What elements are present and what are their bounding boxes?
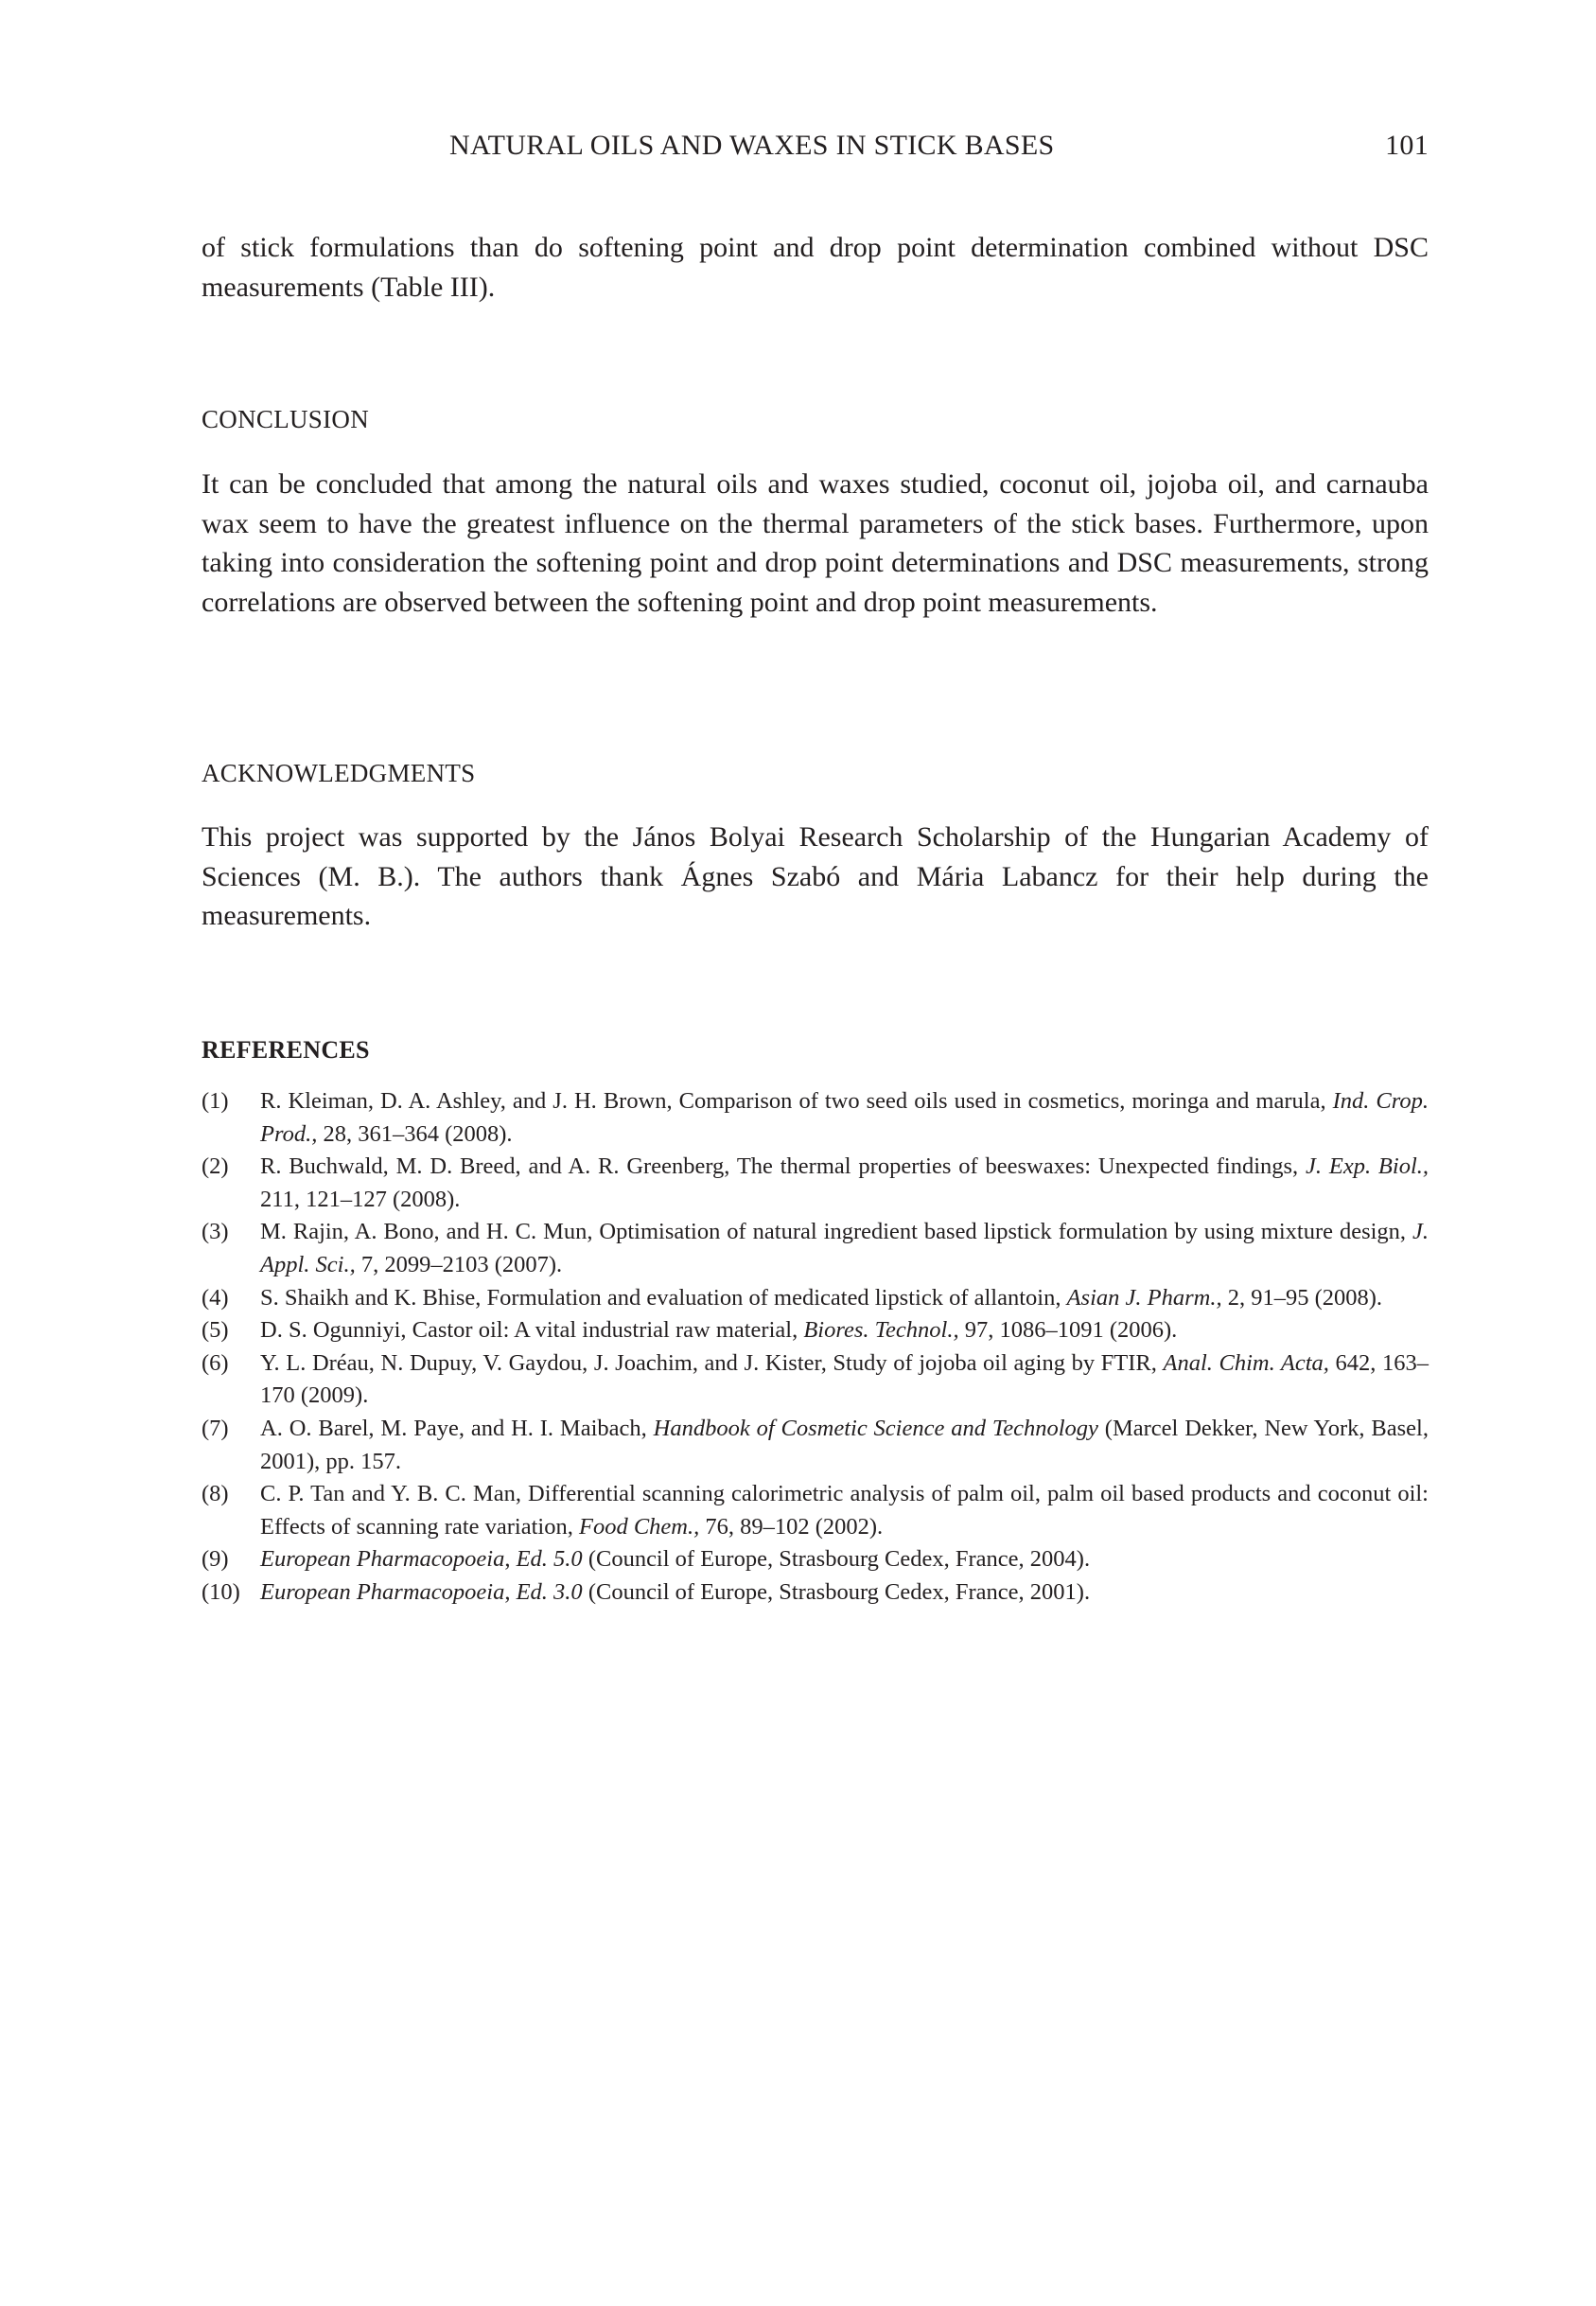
reference-journal: J. Exp. Biol.,	[1306, 1153, 1429, 1180]
reference-volume: 7,	[360, 1251, 379, 1277]
reference-number: (2)	[202, 1153, 229, 1180]
conclusion-heading: CONCLUSION	[202, 405, 370, 433]
reference-pages-year: 361–364 (2008).	[352, 1120, 513, 1147]
reference-item	[202, 1413, 1429, 1478]
reference-journal: Biores. Technol.,	[803, 1317, 959, 1344]
reference-authors-title: R. Buchwald, M. D. Breed, and A. R. Greenberg, The thermal properties of beeswaxes: Unexpected findings,	[260, 1153, 1307, 1180]
intro-paragraph: of stick formulations than do softening point and drop point determination combined without DSC measurements (Table III).	[202, 232, 1429, 303]
running-title: NATURAL OILS AND WAXES IN STICK BASES	[449, 130, 1055, 161]
reference-journal: Anal. Chim. Acta,	[1163, 1349, 1329, 1376]
reference-journal: J. Appl. Sci.,	[260, 1219, 1429, 1277]
acknowledgments-heading: ACKNOWLEDGMENTS	[202, 759, 476, 787]
reference-book-title: Handbook of Cosmetic Science and Technology	[653, 1415, 1098, 1441]
reference-pages-year: 89–102 (2002).	[733, 1513, 884, 1540]
reference-publisher: (Council of Europe, Strasbourg Cedex, France, 2001).	[582, 1578, 1091, 1605]
reference-authors-title: M. Rajin, A. Bono, and H. C. Mun, Optimisation of natural ingredient based lipstick formulation by using mixture design,	[260, 1219, 1412, 1245]
reference-pages-year: 163–170 (2009).	[260, 1349, 1429, 1409]
reference-pages-year: 2099–2103 (2007).	[378, 1251, 563, 1277]
reference-publisher: (Marcel Dekker, New York, Basel, 2001), pp. 157.	[260, 1415, 1429, 1474]
reference-number: (7)	[202, 1415, 229, 1441]
acknowledgments-paragraph: This project was supported by the János Bolyai Research Scholarship of the Hungarian Academy of Sciences (M. B.). The authors thank Ágnes Szabó and Mária Labancz for their help during the measurements.	[202, 821, 1429, 931]
reference-number: (10)	[202, 1578, 240, 1605]
reference-authors-title: R. Kleiman, D. A. Ashley, and J. H. Brown, Comparison of two seed oils used in cosmetics, moringa and marula,	[260, 1088, 1333, 1114]
reference-pages-year: 121–127 (2008).	[299, 1186, 461, 1212]
reference-volume: 2,	[1227, 1284, 1246, 1311]
reference-list	[202, 1085, 1429, 1610]
reference-number: (4)	[202, 1284, 229, 1311]
running-head	[202, 130, 1429, 167]
reference-volume: 28,	[323, 1120, 353, 1147]
reference-item	[202, 1085, 1429, 1151]
reference-separator: ,	[504, 1578, 517, 1605]
reference-volume: 211,	[260, 1186, 300, 1212]
reference-number: (3)	[202, 1219, 229, 1245]
reference-number: (8)	[202, 1481, 229, 1507]
reference-item	[202, 1543, 1429, 1576]
reference-pages-year: 1086–1091 (2006).	[993, 1317, 1178, 1344]
reference-item	[202, 1282, 1429, 1315]
reference-journal: Asian J. Pharm.,	[1066, 1284, 1222, 1311]
reference-number: (9)	[202, 1546, 229, 1573]
reference-volume: 642,	[1335, 1349, 1377, 1376]
reference-item	[202, 1478, 1429, 1543]
reference-number: (6)	[202, 1349, 229, 1376]
reference-authors-title: C. P. Tan and Y. B. C. Man, Differential scanning calorimetric analysis of palm oil, palm oil based products and coconut oil: Effects of scanning rate variation,	[260, 1481, 1429, 1540]
conclusion-paragraph: It can be concluded that among the natural oils and waxes studied, coconut oil, jojoba oil, and carnauba wax seem to have the greatest influence on the thermal parameters of the stick bases. Furthermore, upon taking into consideration the softening point and drop point determinations and DSC measurements, strong correlations are observed between the softening point and drop point measurements.	[202, 468, 1429, 618]
page-number: 101	[1385, 130, 1429, 161]
reference-item	[202, 1216, 1429, 1281]
reference-item	[202, 1151, 1429, 1216]
reference-authors-title: A. O. Barel, M. Paye, and H. I. Maibach,	[260, 1415, 654, 1441]
reference-book-title: European Pharmacopoeia	[260, 1546, 505, 1573]
reference-journal: Food Chem.,	[578, 1513, 700, 1540]
reference-pages-year: 91–95 (2008).	[1245, 1284, 1383, 1311]
reference-item	[202, 1347, 1429, 1413]
reference-edition: Ed. 3.0	[516, 1578, 583, 1605]
references-heading: REFERENCES	[202, 1036, 370, 1064]
reference-authors-title: S. Shaikh and K. Bhise, Formulation and evaluation of medicated lipstick of allantoin,	[260, 1284, 1067, 1311]
reference-journal: Ind. Crop. Prod.,	[260, 1088, 1429, 1147]
reference-authors-title: Y. L. Dréau, N. Dupuy, V. Gaydou, J. Joachim, and J. Kister, Study of jojoba oil aging by FTIR,	[260, 1349, 1164, 1376]
reference-publisher: (Council of Europe, Strasbourg Cedex, France, 2004).	[582, 1546, 1091, 1573]
reference-item	[202, 1314, 1429, 1347]
reference-authors-title: D. S. Ogunniyi, Castor oil: A vital industrial raw material,	[260, 1317, 804, 1344]
reference-number: (5)	[202, 1317, 229, 1344]
reference-volume: 76,	[705, 1513, 734, 1540]
reference-separator: ,	[504, 1546, 517, 1573]
reference-number: (1)	[202, 1088, 229, 1114]
reference-item	[202, 1576, 1429, 1610]
reference-edition: Ed. 5.0	[516, 1546, 583, 1573]
reference-volume: 97,	[964, 1317, 994, 1344]
reference-book-title: European Pharmacopoeia	[260, 1578, 505, 1605]
